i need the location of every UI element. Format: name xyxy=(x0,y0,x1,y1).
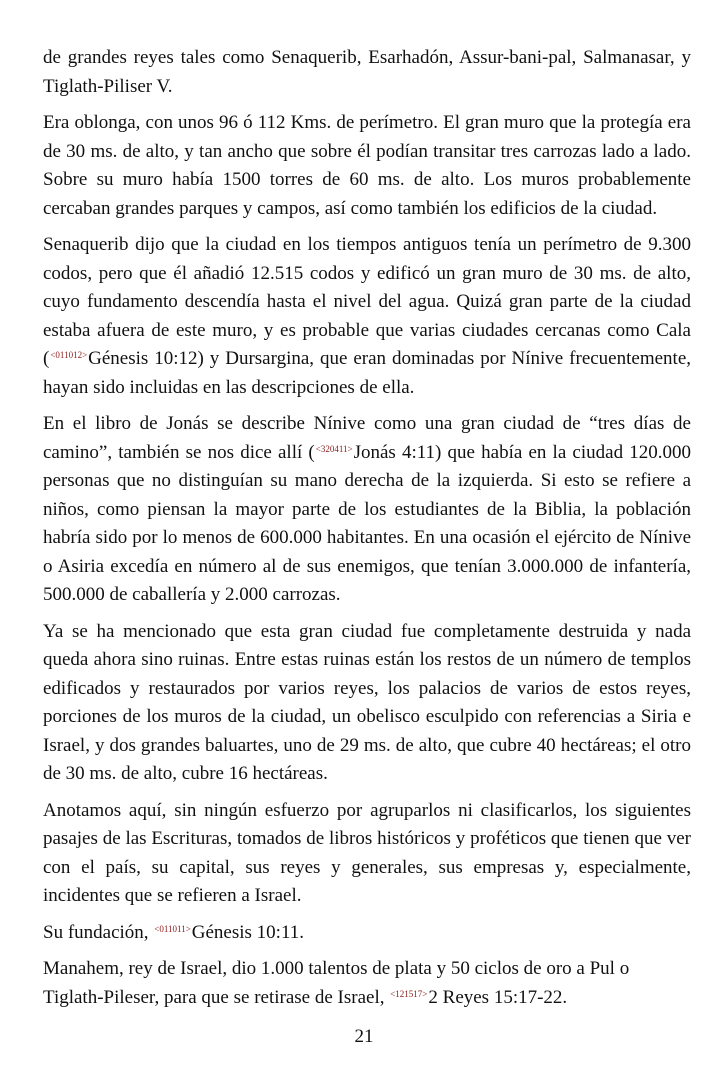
paragraph-7 xyxy=(43,919,691,948)
paragraph-4-text-a: En el libro de Jonás se describe Nínive como una gran ciudad de “tres días de camino”, también se nos dice allí ( xyxy=(43,413,691,463)
paragraph-4-text-b: Jonás 4:11) que había en la ciudad 120.000 personas que no distinguían su mano derecha de la izquierda. Si esto se refiere a niños, como piensan la mayor parte de los estudiantes de la Biblia, la población habría sido por lo menos de 600.000 habitantes. En una ocasión el ejército de Nínive o Asiria excedía en número al de sus enemigos, que tenían 3.000.000 de infantería, 500.000 de caballería y 2.000 carrozas. xyxy=(43,441,691,605)
document-page xyxy=(43,44,691,1020)
paragraph-5-text: Ya se ha mencionado que esta gran ciudad fue completamente destruida y nada queda ahora sino ruinas. Entre estas ruinas están los restos de un número de templos edificados y restaurados por varios reyes, los palacios de varios de estos reyes, porciones de los muros de la ciudad, un obelisco esculpido con referencias a Siria e Israel, y dos grandes baluartes, uno de 29 ms. de alto, que cubre 40 hectáreas; el otro de 30 ms. de alto, cubre 16 hectáreas. xyxy=(43,620,691,784)
scripture-reference-genesis-10-12[interactable]: <011012> xyxy=(50,350,88,360)
paragraph-6-text: Anotamos aquí, sin ningún esfuerzo por agruparlos ni clasificarlos, los siguientes pasajes de las Escrituras, tomados de libros históricos y proféticos que tienen que ver con el país, su capital, sus reyes y generales, sus empresas y, especialmente, incidentes que se refieren a Israel. xyxy=(43,799,691,906)
page-number: 21 xyxy=(354,1026,374,1047)
paragraph-8-text-a: Manahem, rey de Israel, dio 1.000 talentos de plata y 50 ciclos de oro a Pul o Tiglath-Pileser, para que se retirase de Israel, xyxy=(43,958,630,1008)
paragraph-5 xyxy=(43,618,691,789)
paragraph-8 xyxy=(43,955,691,1012)
paragraph-2 xyxy=(43,109,691,223)
paragraph-3 xyxy=(43,231,691,402)
paragraph-3-text-a: Senaquerib dijo que la ciudad en los tiempos antiguos tenía un perímetro de 9.300 codos, pero que él añadió 12.515 codos y edificó un gran muro de 30 ms. de alto, cuyo fundamento descendía hasta el nivel del agua. Quizá gran parte de la ciudad estaba afuera de este muro, y es probable que varias ciudades cercanas como Cala ( xyxy=(43,234,691,369)
scripture-reference-genesis-10-11[interactable]: <011011> xyxy=(154,923,191,934)
paragraph-4 xyxy=(43,410,691,610)
paragraph-3-text-b: Génesis 10:12) y Dursargina, que eran dominadas por Nínive frecuentemente, hayan sido incluidas en las descripciones de ella. xyxy=(43,348,691,398)
paragraph-7-text-b: Génesis 10:11. xyxy=(191,921,305,943)
paragraph-6 xyxy=(43,797,691,911)
paragraph-1 xyxy=(43,44,691,101)
paragraph-8-text-b: 2 Reyes 15:17-22. xyxy=(428,986,568,1008)
paragraph-1-text: de grandes reyes tales como Senaquerib, Esarhadón, Assur-bani-pal, Salmanasar, y Tiglath-Piliser V. xyxy=(43,47,691,97)
scripture-reference-2-reyes-15-17[interactable]: <121517> xyxy=(390,988,428,999)
scripture-reference-jonas-4-11[interactable]: <320411> xyxy=(315,443,353,454)
paragraph-7-text-a: Su fundación, xyxy=(43,921,149,943)
paragraph-2-text: Era oblonga, con unos 96 ó 112 Kms. de perímetro. El gran muro que la protegía era de 30 ms. de alto, y tan ancho que sobre él podían transitar tres carrozas lado a lado. Sobre su muro había 1500 torres de 60 ms. de alto. Los muros probablemente cercaban grandes parques y campos, así como también los edificios de la ciudad. xyxy=(43,112,691,219)
